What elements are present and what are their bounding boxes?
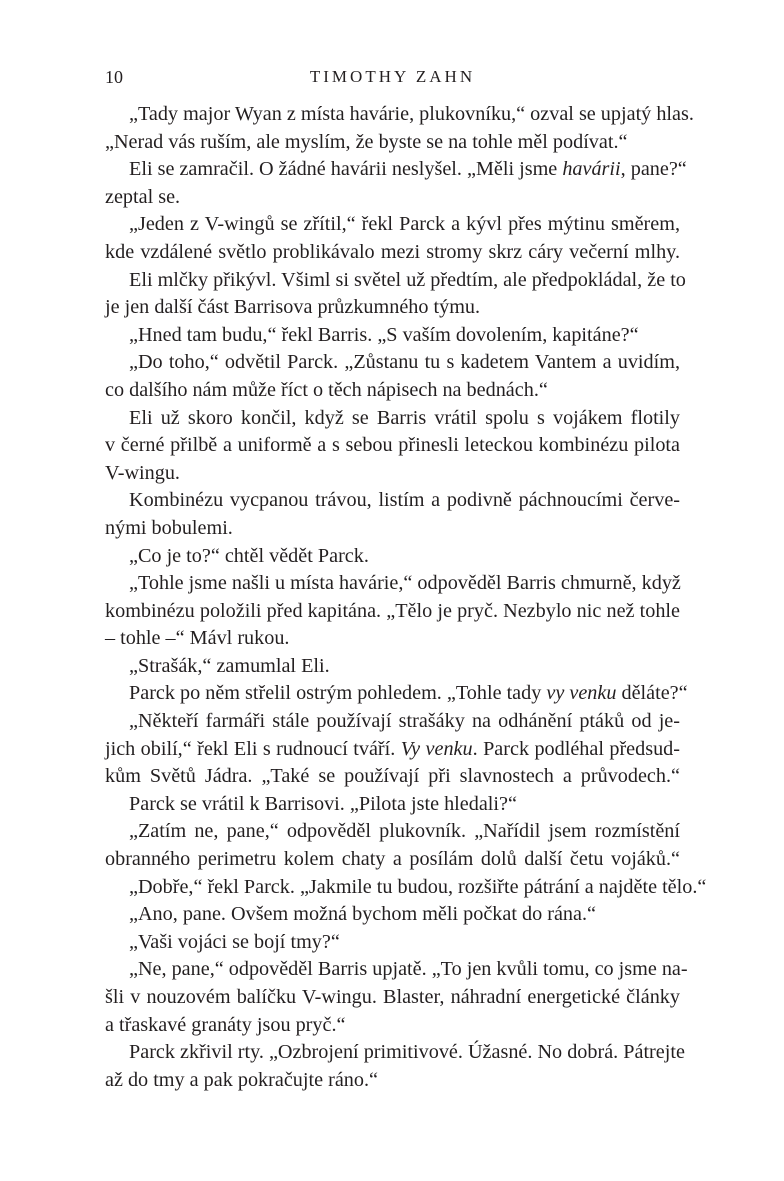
text-line: obranného perimetru kolem chaty a posílám dolů další četu vojáků.“	[105, 848, 680, 871]
italic-emphasis: vy venku	[546, 682, 617, 705]
text-line: „Dobře,“ řekl Parck. „Jakmile tu budou, rozšiřte pátrání a najděte tělo.“	[129, 875, 707, 898]
text-line: nými bobulemi.	[105, 516, 233, 539]
text-line: co dalšího nám může říct o těch nápisech na bednách.“	[105, 378, 548, 401]
text-line: v černé přilbě a uniformě a s sebou přinesli leteckou kombinézu pilota	[105, 434, 680, 457]
italic-emphasis: Vy venku	[400, 737, 473, 760]
text-line: „Ne, pane,“ odpověděl Barris upjatě. „To jen kvůli tomu, co jsme na-	[129, 958, 688, 981]
text-line: až do tmy a pak pokračujte ráno.“	[105, 1068, 378, 1091]
text-line: a třaskavé granáty jsou pryč.“	[105, 1013, 346, 1036]
text-line: kombinézu položili před kapitána. „Tělo je pryč. Nezbylo nic než tohle	[105, 599, 680, 622]
text-line: „Někteří farmáři stále používají strašáky na odhánění ptáků od je-	[129, 710, 680, 733]
text-line: Eli se zamračil. O žádné havárii neslyšel. „Měli jsme havárii, pane?“	[129, 158, 687, 181]
text-line: šli v nouzovém balíčku V-wingu. Blaster, náhradní energetické články	[105, 986, 680, 1008]
text-line: „Vaši vojáci se bojí tmy?“	[129, 930, 340, 953]
text-line: Eli už skoro končil, když se Barris vrátil spolu s vojákem flotily	[129, 406, 680, 429]
text-line: Eli mlčky přikývl. Všiml si světel už předtím, ale předpokládal, že to	[129, 268, 686, 291]
text-line: „Ano, pane. Ovšem možná bychom měli počkat do rána.“	[129, 903, 596, 926]
text-line: Parck zkřivil rty. „Ozbrojení primitivové. Úžasné. No dobrá. Pátrejte	[129, 1041, 685, 1064]
text-line: Kombinézu vycpanou trávou, listím a podivně páchnoucími červe-	[129, 489, 680, 512]
text-line: – tohle –“ Mávl rukou.	[105, 627, 290, 650]
text-line: „Jeden z V-wingů se zřítil,“ řekl Parck a kývl přes mýtinu směrem,	[129, 213, 680, 236]
text-line: kde vzdálené světlo problikávalo mezi stromy skrz cáry večerní mlhy.	[105, 240, 680, 263]
text-line: „Tohle jsme našli u místa havárie,“ odpověděl Barris chmurně, když	[129, 572, 681, 595]
text-line: „Do toho,“ odvětil Parck. „Zůstanu tu s kadetem Vantem a uvidím,	[129, 351, 680, 374]
page-number: 10	[105, 67, 123, 87]
text-line: je jen další část Barrisova průzkumného týmu.	[105, 296, 481, 319]
text-line: jich obilí,“ řekl Eli s rudnoucí tváří. Vy venku. Parck podléhal předsud-	[105, 737, 680, 760]
text-line: „Nerad vás ruším, ale myslím, že byste se na tohle měl podívat.“	[105, 130, 628, 153]
text-line: kům Světů Jádra. „Také se používají při slavnostech a průvodech.“	[105, 765, 680, 788]
text-line: „Hned tam budu,“ řekl Barris. „S vaším dovolením, kapitáne?“	[129, 323, 639, 346]
italic-emphasis: havárii	[562, 158, 621, 181]
body-text	[105, 101, 707, 1094]
text-line: „Zatím ne, pane,“ odpověděl plukovník. „Nařídil jsem rozmístění	[129, 820, 680, 843]
text-line: „Co je to?“ chtěl vědět Parck.	[129, 544, 369, 567]
running-head: TIMOTHY ZAHN	[309, 67, 476, 86]
text-line: „Strašák,“ zamumlal Eli.	[129, 654, 330, 677]
text-line: Parck se vrátil k Barrisovi. „Pilota jste hledali?“	[129, 792, 517, 815]
text-line: Parck po něm střelil ostrým pohledem. „Tohle tady vy venku děláte?“	[129, 682, 688, 705]
page-header	[105, 67, 680, 93]
text-line: V-wingu.	[105, 461, 180, 484]
text-line: „Tady major Wyan z místa havárie, plukovníku,“ ozval se upjatý hlas.	[129, 103, 694, 125]
text-line: zeptal se.	[105, 185, 181, 208]
